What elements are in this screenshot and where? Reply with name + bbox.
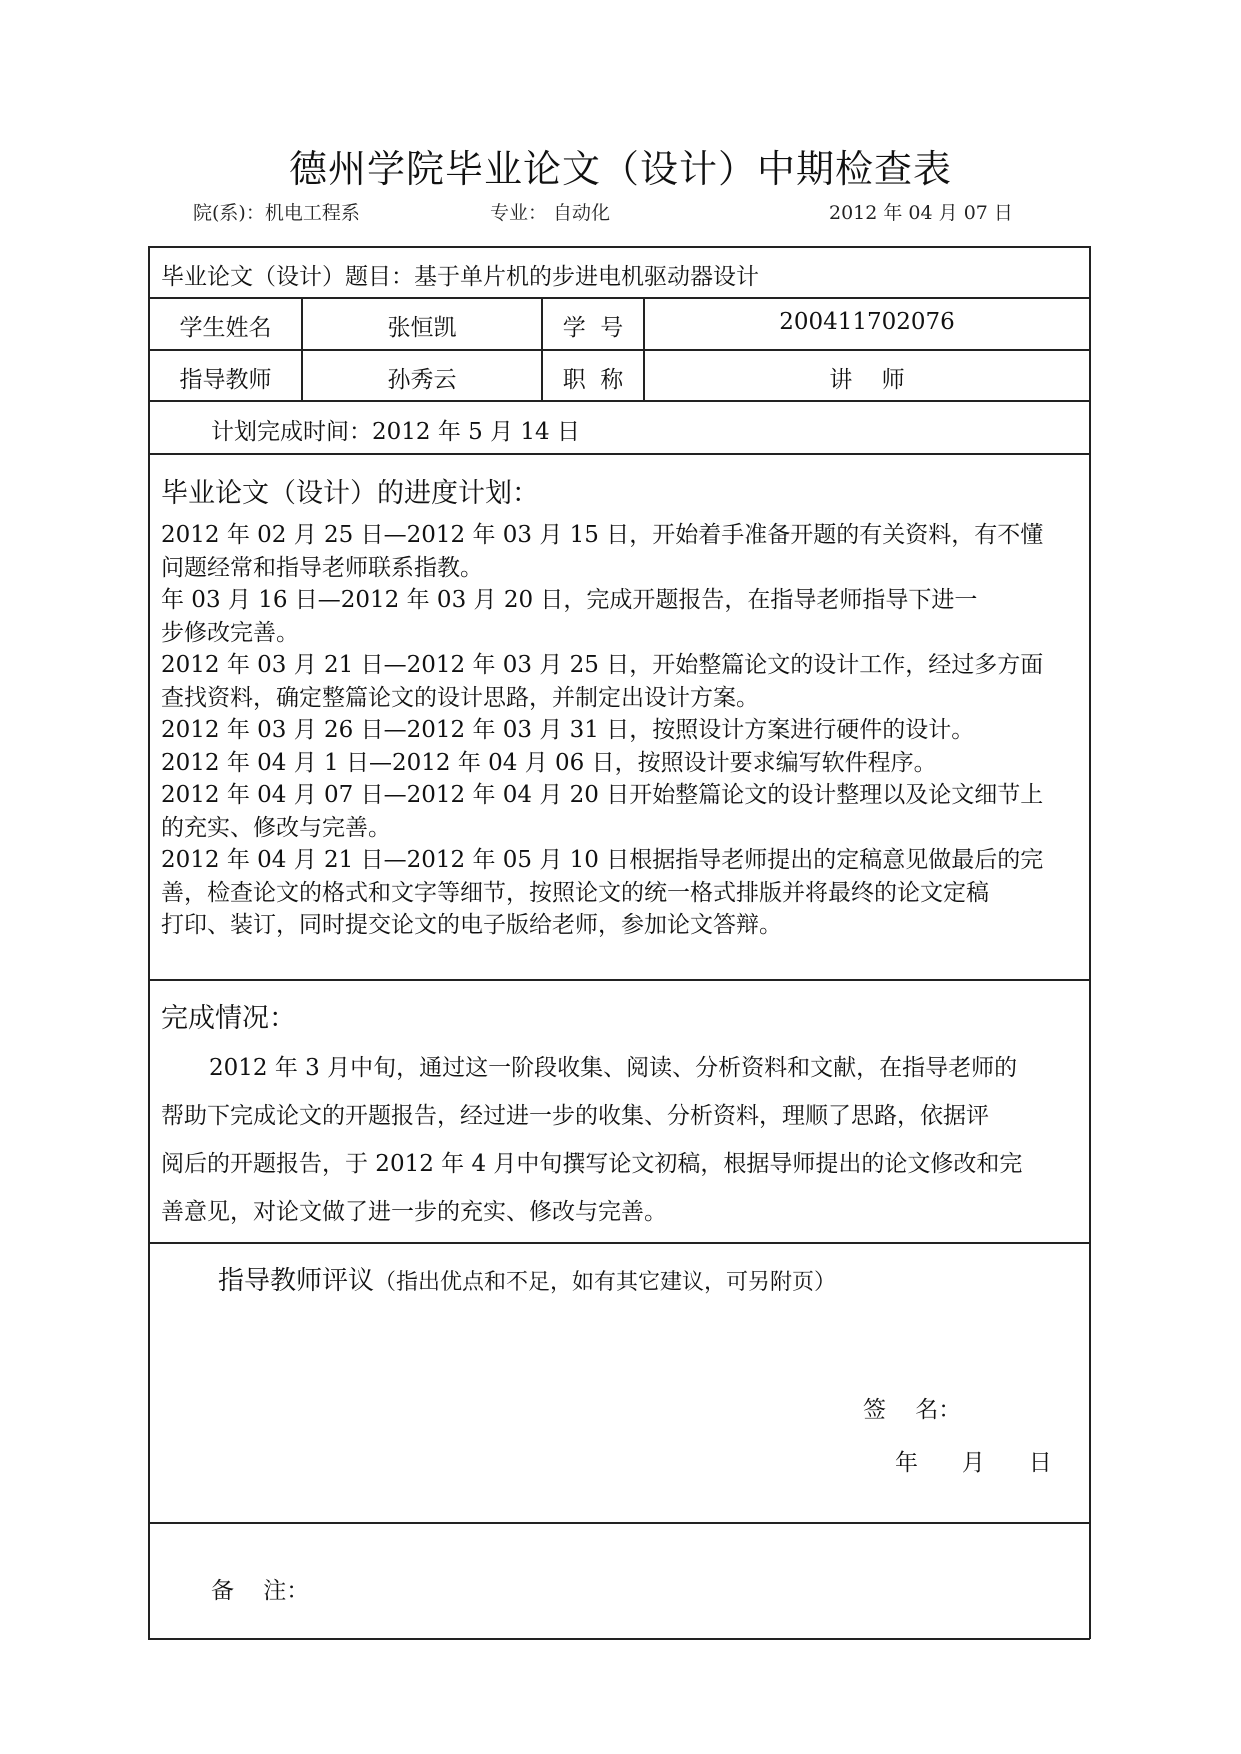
plan-line: 2012 年 04 月 21 日—2012 年 05 月 10 日根据指导老师提出的定稿意见做最后的完 bbox=[161, 847, 1044, 873]
status-line: 帮助下完成论文的开题报告，经过进一步的收集、分析资料，理顺了思路，依据评 bbox=[161, 1103, 989, 1129]
advisor-label: 指导教师 bbox=[179, 367, 272, 393]
advisor-title-value: 讲 师 bbox=[829, 367, 905, 393]
remarks-label: 备 注： bbox=[211, 1578, 310, 1604]
major-value: 自动化 bbox=[553, 202, 611, 224]
plan-line: 年 03 月 16 日—2012 年 03 月 20 日，完成开题报告，在指导老师指导下进一 bbox=[161, 587, 978, 613]
plan-line: 查找资料，确定整篇论文的设计思路，并制定出设计方案。 bbox=[161, 684, 759, 711]
plan-line: 2012 年 04 月 07 日—2012 年 04 月 20 日开始整篇论文的设计整理以及论文细节上 bbox=[161, 782, 1044, 808]
row-divider bbox=[148, 453, 1090, 455]
review-header bbox=[218, 1260, 836, 1297]
plan-heading: 毕业论文（设计）的进度计划： bbox=[161, 478, 539, 509]
plan-line: 步修改完善。 bbox=[161, 619, 299, 646]
plan-line: 2012 年 03 月 21 日—2012 年 03 月 25 日，开始整篇论文的设计工作，经过多方面 bbox=[161, 652, 1044, 678]
department-field: 院(系)：机电工程系 bbox=[193, 202, 360, 224]
row-divider bbox=[148, 297, 1090, 299]
plan-line: 的充实、修改与完善。 bbox=[161, 814, 391, 841]
advisor-title-label: 职 称 bbox=[562, 367, 624, 393]
plan-line: 2012 年 03 月 26 日—2012 年 03 月 31 日，按照设计方案进行硬件的设计。 bbox=[161, 717, 975, 743]
row-divider bbox=[148, 979, 1090, 981]
row-divider bbox=[148, 400, 1090, 402]
advisor-name-value: 孙秀云 bbox=[387, 367, 457, 393]
status-heading: 完成情况： bbox=[161, 1003, 296, 1034]
student-name-value: 张恒凯 bbox=[387, 315, 457, 341]
page-title: 德州学院毕业论文（设计）中期检查表 bbox=[288, 147, 952, 191]
table-border-bottom bbox=[148, 1638, 1090, 1640]
table-border-top bbox=[148, 246, 1090, 248]
plan-line: 2012 年 02 月 25 日—2012 年 03 月 15 日，开始着手准备开题的有关资料，有不懂 bbox=[161, 522, 1044, 548]
review-heading: 指导教师评议 bbox=[218, 1266, 375, 1296]
signature-label: 签 名： bbox=[863, 1397, 962, 1423]
row-divider bbox=[148, 349, 1090, 351]
row-divider bbox=[148, 1242, 1090, 1244]
row-divider bbox=[148, 1522, 1090, 1524]
status-line: 阅后的开题报告，于 2012 年 4 月中旬撰写论文初稿，根据导师提出的论文修改和完 bbox=[161, 1151, 1023, 1177]
plan-body bbox=[161, 519, 1043, 942]
plan-line: 2012 年 04 月 1 日—2012 年 04 月 06 日，按照设计要求编写软件程序。 bbox=[161, 749, 937, 776]
plan-line: 问题经常和指导老师联系指教。 bbox=[161, 554, 483, 581]
status-line: 2012 年 3 月中旬，通过这一阶段收集、阅读、分析资料和文献，在指导老师的 bbox=[209, 1055, 1018, 1081]
form-date: 2012 年 04 月 07 日 bbox=[829, 202, 1013, 224]
signature-date: 年 月 日 bbox=[895, 1450, 1052, 1476]
review-note: （指出优点和不足，如有其它建议，可另附页） bbox=[374, 1270, 837, 1295]
plan-line: 善，检查论文的格式和文字等细节，按照论文的统一格式排版并将最终的论文定稿 bbox=[161, 879, 989, 906]
student-id-label: 学 号 bbox=[562, 315, 624, 341]
status-line: 善意见，对论文做了进一步的充实、修改与完善。 bbox=[161, 1199, 667, 1225]
thesis-topic: 毕业论文（设计）题目：基于单片机的步进电机驱动器设计 bbox=[161, 264, 759, 290]
planned-completion: 计划完成时间：2012 年 5 月 14 日 bbox=[211, 419, 580, 445]
table-border-left bbox=[148, 246, 150, 1639]
major-label: 专业： bbox=[490, 202, 548, 224]
student-id-value: 200411702076 bbox=[779, 309, 955, 335]
plan-line: 打印、装订，同时提交论文的电子版给老师，参加论文答辩。 bbox=[161, 912, 782, 938]
table-border-right bbox=[1089, 246, 1091, 1639]
student-name-label: 学生姓名 bbox=[179, 315, 272, 341]
status-body bbox=[161, 1044, 1022, 1236]
